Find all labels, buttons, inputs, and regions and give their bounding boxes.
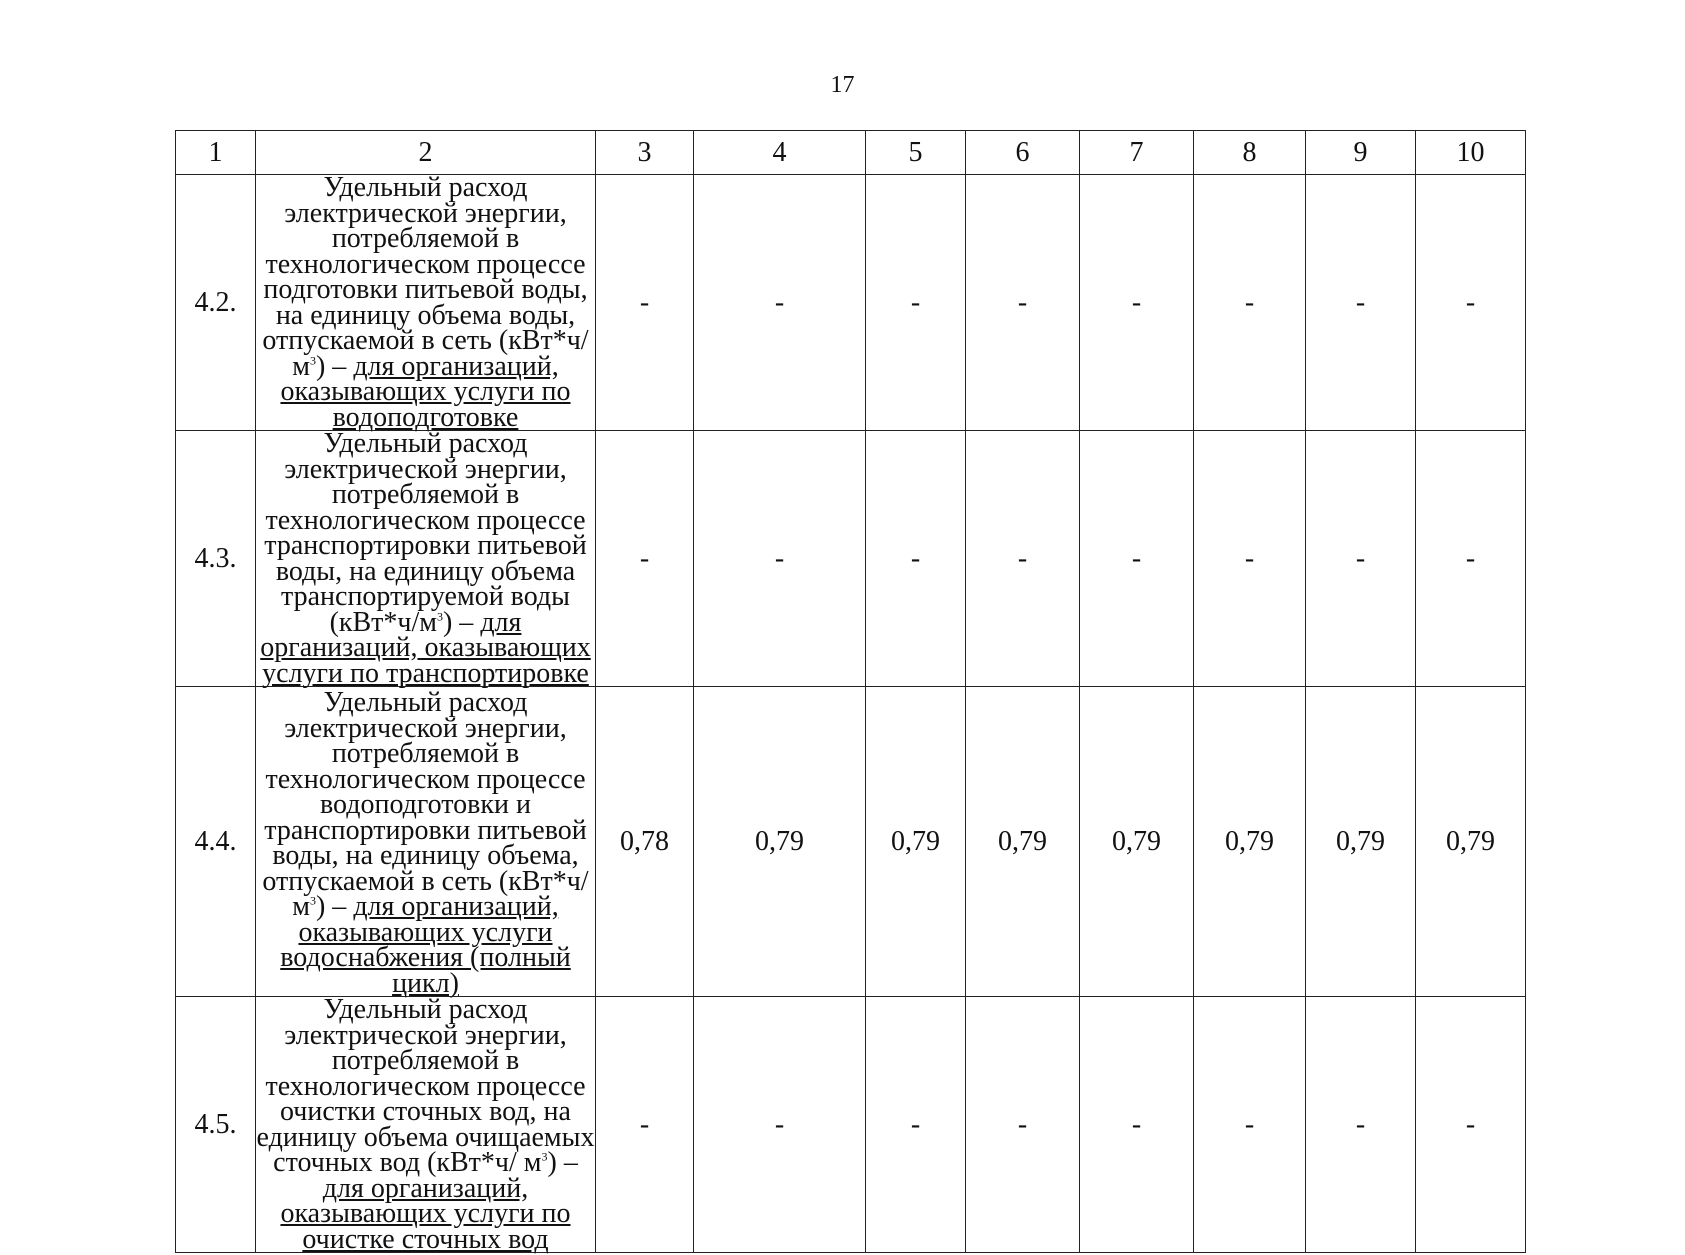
table-row	[176, 687, 1526, 997]
description-text: ) –	[315, 350, 354, 382]
value-cell: 0,79	[694, 687, 866, 997]
value-cell: 0,79	[866, 687, 966, 997]
value-cell: -	[966, 175, 1080, 431]
value-cell: -	[1306, 997, 1416, 1253]
column-header: 4	[694, 131, 866, 175]
value-cell: -	[596, 997, 694, 1253]
value-cell: 0,79	[966, 687, 1080, 997]
value-cell: 0,78	[596, 687, 694, 997]
value-cell: -	[1080, 997, 1194, 1253]
value-cell: -	[966, 431, 1080, 687]
value-cell: -	[694, 431, 866, 687]
row-number: 4.3.	[176, 431, 256, 687]
row-number: 4.2.	[176, 175, 256, 431]
superscript: 3	[309, 353, 316, 368]
description-text: ) –	[442, 606, 481, 638]
value-cell: -	[866, 175, 966, 431]
value-cell: -	[1416, 997, 1526, 1253]
value-cell: 0,79	[1416, 687, 1526, 997]
column-header: 1	[176, 131, 256, 175]
description-underlined: для организаций, оказывающих услуги по водоподготовке	[280, 350, 571, 433]
superscript: 3	[541, 1149, 548, 1164]
value-cell: 0,79	[1306, 687, 1416, 997]
description-text: Удельный расход электрической энергии, потребляемой в технологическом процессе очистки сточных вод, на единицу объема очищаемых сточных вод (кВт*ч/ м	[256, 994, 595, 1178]
description-text: Удельный расход электрической энергии, потребляемой в технологическом процессе водоподготовки и транспортировки питьевой воды, на единицу объема, отпускаемой в сеть (кВт*ч/м	[262, 687, 589, 922]
value-cell: -	[1306, 175, 1416, 431]
row-description	[256, 994, 596, 1255]
table-row	[176, 997, 1526, 1253]
row-description	[256, 687, 596, 997]
row-description	[256, 428, 596, 689]
value-cell: -	[1416, 431, 1526, 687]
table-header-row	[176, 131, 1526, 175]
description-text: Удельный расход электрической энергии, потребляемой в технологическом процессе подготовки питьевой воды, на единицу объема воды, отпускаемой в сеть (кВт*ч/м	[262, 172, 589, 382]
value-cell: 0,79	[1194, 687, 1306, 997]
value-cell: -	[1080, 431, 1194, 687]
superscript: 3	[309, 893, 316, 908]
superscript: 3	[436, 609, 443, 624]
column-header: 10	[1416, 131, 1526, 175]
value-cell: -	[1080, 175, 1194, 431]
column-header: 2	[256, 131, 596, 175]
row-number: 4.5.	[176, 997, 256, 1253]
value-cell: -	[1306, 431, 1416, 687]
value-cell: -	[866, 431, 966, 687]
column-header: 9	[1306, 131, 1416, 175]
column-header: 3	[596, 131, 694, 175]
description-underlined: для организаций, оказывающих услуги по очистке сточных вод	[280, 1172, 571, 1255]
description-text: Удельный расход электрической энергии, потребляемой в технологическом процессе транспортировки питьевой воды, на единицу объема транспортируемой воды (кВт*ч/м	[264, 428, 587, 638]
page-number: 17	[830, 72, 855, 98]
description-underlined: для организаций, оказывающих услуги по транспортировке	[260, 606, 591, 689]
table-row	[176, 175, 1526, 431]
value-cell: -	[866, 997, 966, 1253]
value-cell: -	[1194, 431, 1306, 687]
column-header: 5	[866, 131, 966, 175]
indicator-table	[175, 130, 1526, 1253]
value-cell: -	[694, 997, 866, 1253]
value-cell: -	[1416, 175, 1526, 431]
column-header: 7	[1080, 131, 1194, 175]
description-underlined: для организаций, оказывающих услуги водоснабжения (полный цикл)	[280, 891, 571, 999]
value-cell: -	[1194, 997, 1306, 1253]
description-text: ) –	[547, 1147, 578, 1178]
value-cell: -	[596, 431, 694, 687]
row-description	[256, 172, 596, 433]
value-cell: -	[596, 175, 694, 431]
value-cell: -	[1194, 175, 1306, 431]
column-header: 6	[966, 131, 1080, 175]
value-cell: -	[966, 997, 1080, 1253]
table-row	[176, 431, 1526, 687]
value-cell: 0,79	[1080, 687, 1194, 997]
description-text: ) –	[315, 891, 354, 922]
row-number: 4.4.	[176, 687, 256, 997]
column-header: 8	[1194, 131, 1306, 175]
value-cell: -	[694, 175, 866, 431]
